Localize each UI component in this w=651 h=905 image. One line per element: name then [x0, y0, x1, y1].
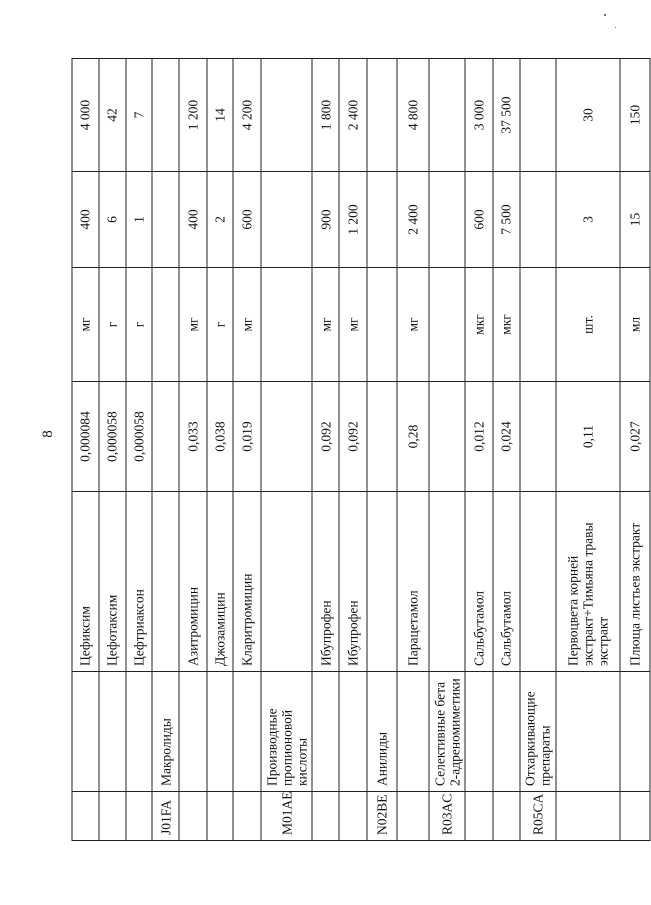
cell-name: Цефтриаксон: [126, 492, 153, 672]
cell-total: 4 200: [233, 59, 261, 172]
table-row: [207, 59, 233, 841]
cell-code: J01FA: [152, 792, 179, 841]
cell-code: [179, 792, 207, 841]
cell-code: M01AE: [261, 792, 313, 841]
cell-dose: 900: [312, 172, 339, 268]
cell-group: Анилиды: [367, 672, 397, 792]
cell-name: Азитромицин: [179, 492, 207, 672]
cell-total: 4 000: [72, 59, 99, 172]
cell-code: [465, 792, 493, 841]
cell-dose: 2: [207, 172, 233, 268]
cell-total: 150: [620, 59, 650, 172]
page-number: 8: [40, 430, 56, 438]
cell-unit: мг: [233, 268, 261, 382]
table-row: [233, 59, 261, 841]
cell-code: [397, 792, 429, 841]
cell-dose: 400: [72, 172, 99, 268]
cell-code: [312, 792, 339, 841]
table-row: [339, 59, 367, 841]
cell-name: Цефотаксим: [99, 492, 126, 672]
cell-name: Цефиксим: [72, 492, 99, 672]
cell-coef: 0,28: [397, 382, 429, 492]
cell-coef: 0,000058: [99, 382, 126, 492]
cell-dose: 600: [233, 172, 261, 268]
cell-name: Плющa листьев экстракт: [620, 492, 650, 672]
cell-coef: [367, 382, 397, 492]
drug-table-body: [72, 59, 650, 841]
cell-name: Парацетамол: [397, 492, 429, 672]
cell-code: R03AC: [429, 792, 465, 841]
cell-name: [261, 492, 313, 672]
table-row: [493, 59, 520, 841]
cell-group: Производные пропионовой кислоты: [261, 672, 313, 792]
table-row: [72, 59, 99, 841]
cell-group: [556, 672, 620, 792]
table-row: [126, 59, 153, 841]
cell-code: [207, 792, 233, 841]
cell-group: [493, 672, 520, 792]
cell-total: [152, 59, 179, 172]
cell-group: [465, 672, 493, 792]
cell-name: Сальбутамол: [493, 492, 520, 672]
cell-unit: г: [99, 268, 126, 382]
cell-group: [339, 672, 367, 792]
scan-speck: [604, 14, 606, 16]
cell-group: [179, 672, 207, 792]
cell-code: [493, 792, 520, 841]
cell-group: Отхаркивающие препараты: [520, 672, 556, 792]
cell-unit: мг: [312, 268, 339, 382]
cell-unit: [520, 268, 556, 382]
cell-code: [99, 792, 126, 841]
cell-total: 4 800: [397, 59, 429, 172]
cell-coef: 0,038: [207, 382, 233, 492]
cell-coef: 0,092: [312, 382, 339, 492]
cell-unit: мг: [179, 268, 207, 382]
scan-speck: [615, 27, 616, 28]
cell-name: Сальбутамол: [465, 492, 493, 672]
cell-unit: [261, 268, 313, 382]
cell-group: [397, 672, 429, 792]
cell-name: Ибупрофен: [339, 492, 367, 672]
table-row: [152, 59, 179, 841]
cell-dose: [261, 172, 313, 268]
drug-table: [72, 58, 651, 841]
cell-total: [261, 59, 313, 172]
table-row: [520, 59, 556, 841]
cell-unit: мкг: [493, 268, 520, 382]
cell-unit: [367, 268, 397, 382]
cell-coef: 0,012: [465, 382, 493, 492]
cell-group: Макролиды: [152, 672, 179, 792]
cell-unit: мг: [397, 268, 429, 382]
cell-coef: [429, 382, 465, 492]
cell-total: 14: [207, 59, 233, 172]
cell-coef: 0,033: [179, 382, 207, 492]
cell-coef: 0,000058: [126, 382, 153, 492]
cell-dose: 3: [556, 172, 620, 268]
cell-name: [520, 492, 556, 672]
cell-unit: мл: [620, 268, 650, 382]
cell-dose: 1 200: [339, 172, 367, 268]
cell-total: 30: [556, 59, 620, 172]
cell-dose: 6: [99, 172, 126, 268]
cell-group: [233, 672, 261, 792]
cell-dose: [367, 172, 397, 268]
cell-coef: 0,027: [620, 382, 650, 492]
cell-dose: 7 500: [493, 172, 520, 268]
cell-group: [620, 672, 650, 792]
cell-code: [339, 792, 367, 841]
cell-coef: [152, 382, 179, 492]
cell-total: [520, 59, 556, 172]
cell-unit: г: [207, 268, 233, 382]
cell-code: [126, 792, 153, 841]
cell-coef: 0,11: [556, 382, 620, 492]
cell-code: [72, 792, 99, 841]
cell-code: [233, 792, 261, 841]
cell-group: [207, 672, 233, 792]
cell-dose: 1: [126, 172, 153, 268]
cell-total: 42: [99, 59, 126, 172]
cell-unit: г: [126, 268, 153, 382]
cell-coef: [520, 382, 556, 492]
cell-total: [367, 59, 397, 172]
cell-unit: мкг: [465, 268, 493, 382]
cell-unit: мг: [339, 268, 367, 382]
table-row: [465, 59, 493, 841]
cell-name: Джозамицин: [207, 492, 233, 672]
cell-coef: 0,024: [493, 382, 520, 492]
table-row: [261, 59, 313, 841]
cell-total: [429, 59, 465, 172]
cell-dose: [429, 172, 465, 268]
table-row: [397, 59, 429, 841]
cell-dose: 2 400: [397, 172, 429, 268]
cell-total: 7: [126, 59, 153, 172]
cell-unit: шт.: [556, 268, 620, 382]
cell-dose: 600: [465, 172, 493, 268]
table-row: [312, 59, 339, 841]
table-row: [367, 59, 397, 841]
cell-unit: [429, 268, 465, 382]
cell-code: [556, 792, 620, 841]
cell-code: N02BE: [367, 792, 397, 841]
table-row: [429, 59, 465, 841]
cell-dose: 400: [179, 172, 207, 268]
table-row: [99, 59, 126, 841]
cell-unit: [152, 268, 179, 382]
cell-group: [312, 672, 339, 792]
cell-dose: [520, 172, 556, 268]
table-row: [620, 59, 650, 841]
cell-name: [429, 492, 465, 672]
cell-name: [367, 492, 397, 672]
cell-name: [152, 492, 179, 672]
cell-coef: 0,000084: [72, 382, 99, 492]
cell-code: [620, 792, 650, 841]
cell-dose: 15: [620, 172, 650, 268]
rotated-table-wrapper: [72, 59, 651, 841]
cell-unit: мг: [72, 268, 99, 382]
table-row: [179, 59, 207, 841]
cell-coef: 0,092: [339, 382, 367, 492]
cell-total: 3 000: [465, 59, 493, 172]
cell-group: [99, 672, 126, 792]
cell-total: 2 400: [339, 59, 367, 172]
cell-group: [72, 672, 99, 792]
cell-code: R05CA: [520, 792, 556, 841]
cell-dose: [152, 172, 179, 268]
cell-group: Селективные бета 2-адреномиметики: [429, 672, 465, 792]
cell-name: Ибупрофен: [312, 492, 339, 672]
cell-name: Первоцвета корней экстракт+Тимьяна травы экстракт: [556, 492, 620, 672]
cell-total: 1 800: [312, 59, 339, 172]
table-row: [556, 59, 620, 841]
cell-name: Кларитромицин: [233, 492, 261, 672]
cell-group: [126, 672, 153, 792]
cell-total: 1 200: [179, 59, 207, 172]
cell-total: 37 500: [493, 59, 520, 172]
cell-coef: 0,019: [233, 382, 261, 492]
cell-coef: [261, 382, 313, 492]
